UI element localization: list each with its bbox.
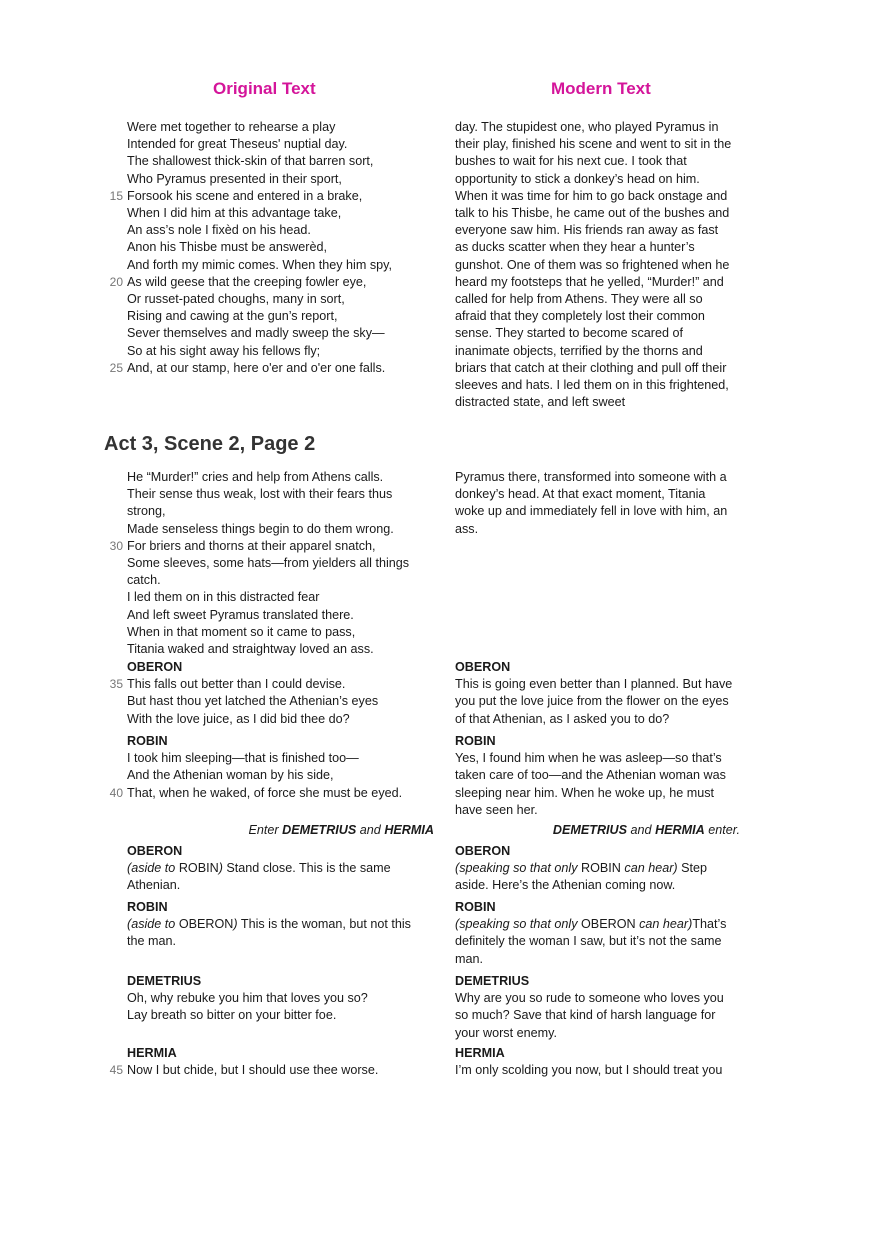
verse-text: Were met together to rehearse a play [127, 120, 336, 134]
modern-text-header: Modern Text [551, 79, 651, 98]
line-number: 20 [109, 274, 123, 289]
section2-original [104, 469, 424, 658]
verse-text: Lay breath so bitter on your bitter foe. [127, 1008, 337, 1023]
modern-line: When it was time for him to go back onstage and [455, 188, 728, 203]
modern-line: talk to his Thisbe, he came out of the bushes and [455, 206, 730, 221]
modern-line: distracted state, and left sweet [455, 395, 626, 410]
verse-line [104, 274, 424, 291]
verse-line [104, 589, 424, 606]
modern-line: day. The stupidest one, who played Pyramus in [455, 120, 719, 134]
verse-text: When in that moment so it came to pass, [127, 624, 356, 639]
modern-line: I’m only scolding you now, but I should treat you [455, 1063, 723, 1078]
verse-text: And the Athenian woman by his side, [127, 768, 334, 783]
modern-line: as ducks scatter when they hear a hunter’s [455, 240, 695, 255]
verse-line [104, 343, 424, 360]
original-text-header: Original Text [213, 79, 316, 98]
hermia1-modern [455, 1045, 755, 1079]
speaker-name: OBERON [455, 660, 511, 674]
verse-text: strong, [127, 504, 166, 519]
modern-line: their play, finished his scene and went to sit in the [455, 137, 732, 152]
verse-line [104, 239, 424, 256]
line-number: 30 [109, 538, 123, 553]
speech-line: aside. Here’s the Athenian coming now. [455, 878, 676, 893]
line-number: 15 [109, 188, 123, 203]
verse-text: Now I but chide, but I should use thee worse. [127, 1063, 379, 1078]
verse-line [104, 624, 424, 641]
robin2-modern [455, 899, 755, 968]
stage-character: DEMETRIUS [282, 823, 357, 837]
section2-modern [455, 469, 755, 538]
speech-lines [104, 990, 424, 1024]
speech-lines [104, 1062, 424, 1079]
oberon2-original [104, 843, 424, 895]
verse-text: Sever themselves and madly sweep the sky— [127, 326, 385, 341]
line-number: 40 [109, 785, 123, 800]
stage-direction-original [104, 822, 434, 839]
verse-text: And left sweet Pyramus translated there. [127, 607, 354, 622]
speech-lines [104, 750, 424, 802]
verse-line [104, 641, 424, 658]
verse-line [104, 308, 424, 325]
verse-line [104, 1062, 424, 1079]
stage-direction-modern [455, 822, 740, 839]
stage-enter: enter. [708, 823, 740, 837]
modern-line: sleeping near him. When he woke up, he must [455, 785, 715, 800]
verse-line [104, 188, 424, 205]
modern-line: gunshot. One of them was so frightened when he [455, 257, 730, 272]
verse-text: Forsook his scene and entered in a brake, [127, 188, 363, 203]
modern-line: have seen her. [455, 802, 538, 817]
modern-line: opportunity to stick a donkey’s head on him. [455, 171, 700, 186]
modern-line: bushes to wait for his next cue. I took that [455, 154, 687, 169]
verse-text: And forth my mimic comes. When they him spy, [127, 257, 393, 272]
section1-original [104, 119, 424, 377]
oberon2-modern [455, 843, 755, 895]
line-number: 45 [109, 1063, 123, 1078]
verse-line [104, 469, 424, 486]
verse-text: Anon his Thisbe must be answerèd, [127, 240, 327, 255]
verse-line [104, 325, 424, 342]
verse-text: But hast thou yet latched the Athenian’s eyes [127, 694, 379, 709]
stage-and: and [359, 823, 381, 837]
verse-text: An ass’s nole I fixèd on his head. [127, 223, 311, 238]
verse-line [104, 990, 424, 1007]
stage-character: DEMETRIUS [552, 823, 628, 837]
modern-line: afraid that they completely lost their common [455, 309, 705, 324]
speaker-name: ROBIN [455, 900, 496, 914]
modern-line: sense. They started to become scared of [455, 326, 683, 341]
verse-text: As wild geese that the creeping fowler eye, [127, 274, 367, 289]
verse-line [104, 785, 424, 802]
modern-line: so much? Save that kind of harsh language for [455, 1008, 716, 1023]
section1-modern [455, 119, 755, 411]
verse-text: Their sense thus weak, lost with their fears thus [127, 487, 393, 502]
verse-text: Titania waked and straightway loved an ass. [127, 642, 374, 657]
verse-text: This falls out better than I could devise. [127, 677, 346, 692]
speech-line: (aside to OBERON) This is the woman, but not this [127, 917, 411, 932]
modern-line: sleeves and hats. I led them on in this frightened, [455, 378, 729, 393]
verse-line [104, 257, 424, 274]
modern-line: donkey’s head. At that exact moment, Titania [455, 487, 706, 502]
hermia1-original [104, 1045, 424, 1079]
speech-lines [455, 676, 755, 728]
verse-text: For briers and thorns at their apparel snatch, [127, 538, 376, 553]
verse-line [104, 153, 424, 170]
speech-lines [455, 990, 755, 1042]
speaker-name: DEMETRIUS [127, 974, 202, 988]
robin1-modern [455, 733, 755, 819]
verse-text: He “Murder!” cries and help from Athens calls. [127, 470, 384, 484]
verse-text: With the love juice, as I did bid thee do? [127, 711, 350, 726]
modern-line: Pyramus there, transformed into someone with a [455, 470, 727, 484]
verse-line [104, 693, 424, 710]
verse-line [104, 767, 424, 784]
modern-line: called for help from Athens. They were all so [455, 292, 703, 307]
verse-line [104, 503, 424, 520]
verse-text: The shallowest thick-skin of that barren sort, [127, 154, 374, 169]
robin1-original [104, 733, 424, 802]
verse-line [104, 521, 424, 538]
speech-line: (aside to ROBIN) Stand close. This is the same [127, 861, 391, 876]
verse-text: That, when he waked, of force she must be eyed. [127, 785, 403, 800]
speech-line: the man. [127, 934, 177, 949]
robin2-original [104, 899, 424, 951]
modern-line: briars that catch at their clothing and pull off their [455, 360, 727, 375]
verse-text: When I did him at this advantage take, [127, 206, 342, 221]
stage-and: and [630, 823, 652, 837]
stage-enter: Enter [248, 823, 279, 837]
speech-lines [104, 676, 424, 728]
verse-text: I led them on in this distracted fear [127, 590, 320, 605]
verse-text: Some sleeves, some hats—from yielders all things [127, 556, 410, 571]
verse-text: Oh, why rebuke you him that loves you so? [127, 991, 368, 1006]
modern-line: taken care of too—and the Athenian woman was [455, 768, 726, 783]
speaker-name: HERMIA [127, 1046, 177, 1060]
scene-title: Act 3, Scene 2, Page 2 [104, 433, 316, 455]
verse-line [104, 555, 424, 572]
verse-line [104, 572, 424, 589]
speaker-name: DEMETRIUS [455, 974, 530, 988]
modern-line: ass. [455, 521, 479, 536]
verse-text: So at his sight away his fellows fly; [127, 343, 321, 358]
verse-line [104, 607, 424, 624]
speech-line: Athenian. [127, 878, 181, 893]
verse-text: Or russet-pated choughs, many in sort, [127, 292, 345, 307]
modern-line: everyone saw him. His friends ran away as fast [455, 223, 719, 238]
speech-line: man. [455, 951, 483, 966]
speaker-name: HERMIA [455, 1046, 505, 1060]
modern-line: Yes, I found him when he was asleep—so that’s [455, 751, 722, 766]
verse-line [104, 360, 424, 377]
modern-line: of that Athenian, as I asked you to do? [455, 711, 670, 726]
verse-text: Made senseless things begin to do them wrong. [127, 521, 394, 536]
stage-character: HERMIA [384, 823, 434, 837]
speaker-name: OBERON [455, 844, 511, 858]
line-number: 25 [109, 360, 123, 375]
speech-lines [455, 1062, 755, 1079]
verse-line [104, 222, 424, 239]
modern-line: inanimate objects, terrified by the thorns and [455, 343, 703, 358]
verse-line [104, 171, 424, 188]
demetrius1-modern [455, 973, 755, 1042]
modern-line: woke up and immediately fell in love with him, an [455, 504, 728, 519]
stage-character: HERMIA [655, 823, 705, 837]
verse-text: Intended for great Theseus' nuptial day. [127, 137, 348, 152]
verse-text: And, at our stamp, here o'er and o'er one falls. [127, 360, 386, 375]
verse-line [104, 711, 424, 728]
oberon1-original [104, 659, 424, 728]
speech-line: definitely the woman I saw, but it’s not the same [455, 934, 722, 949]
verse-line [104, 205, 424, 222]
speaker-name: ROBIN [455, 734, 496, 748]
modern-line: you put the love juice from the flower on the eyes [455, 694, 729, 709]
speech-line: (speaking so that only OBERON can hear)That’s [455, 917, 727, 932]
speaker-name: ROBIN [127, 734, 168, 748]
oberon1-modern [455, 659, 755, 728]
speaker-name: OBERON [127, 660, 183, 674]
verse-text: catch. [127, 573, 161, 588]
modern-line: your worst enemy. [455, 1025, 557, 1040]
modern-line: Why are you so rude to someone who loves you [455, 991, 724, 1006]
verse-line [104, 136, 424, 153]
speaker-name: ROBIN [127, 900, 168, 914]
verse-text: Rising and cawing at the gun’s report, [127, 309, 338, 324]
speaker-name: OBERON [127, 844, 183, 858]
line-number: 35 [109, 677, 123, 692]
modern-line: heard my footsteps that he yelled, “Murder!” and [455, 274, 724, 289]
verse-line [104, 676, 424, 693]
verse-line [104, 750, 424, 767]
verse-line [104, 119, 424, 136]
demetrius1-original [104, 973, 424, 1025]
verse-line [104, 538, 424, 555]
verse-text: Who Pyramus presented in their sport, [127, 171, 342, 186]
speech-line: (speaking so that only ROBIN can hear) Step [455, 861, 708, 876]
modern-line: This is going even better than I planned. But have [455, 677, 733, 692]
verse-text: I took him sleeping—that is finished too— [127, 751, 359, 766]
verse-line [104, 291, 424, 308]
verse-line [104, 486, 424, 503]
speech-lines [455, 750, 755, 819]
verse-line [104, 1007, 424, 1024]
